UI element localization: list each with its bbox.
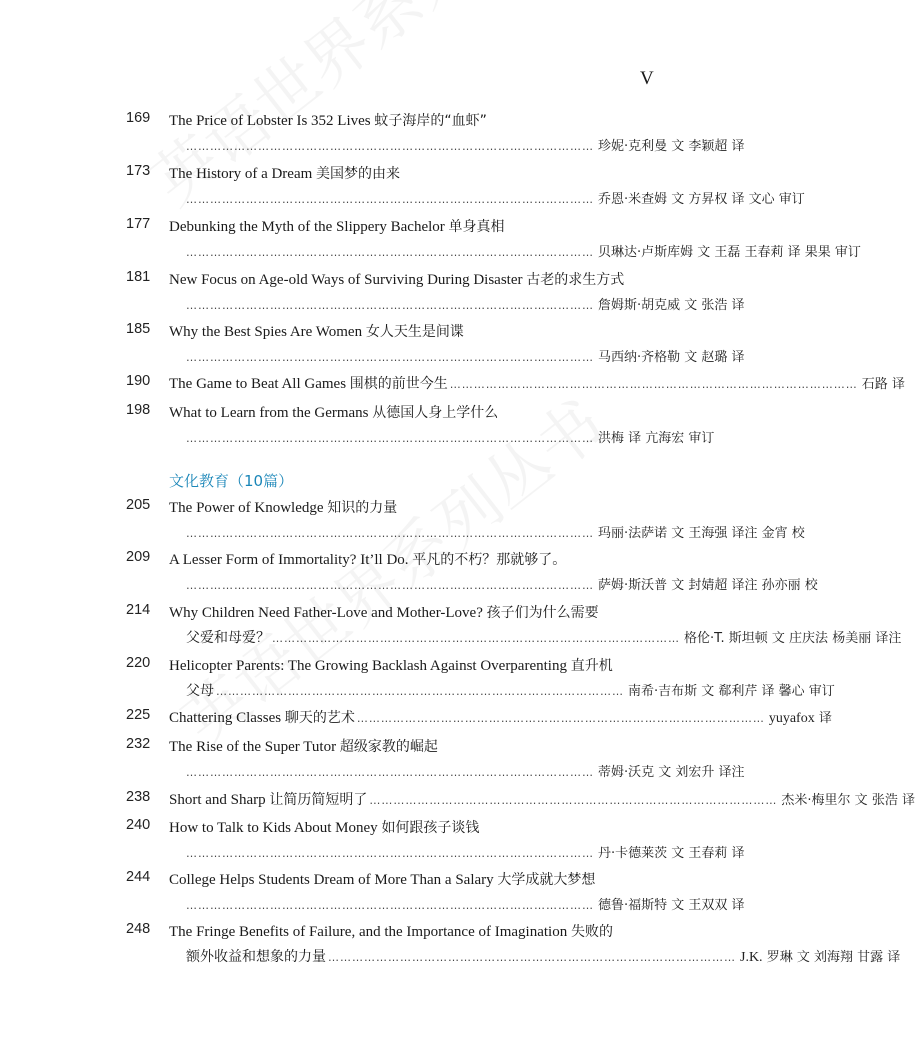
entry-page-number: 238 <box>126 789 151 805</box>
entry-credit: 格伦·T. 斯坦顿 文 庄庆法 杨美丽 译注 <box>684 631 902 646</box>
entry-page-number: 248 <box>126 921 151 937</box>
entry-page-number: 209 <box>126 549 151 565</box>
entry-page-number: 225 <box>126 707 151 723</box>
leader-dots: ………………………………………………………………………………………… <box>356 712 765 725</box>
entry-credit: J.K. 罗琳 文 刘海翔 甘露 译 <box>740 950 901 965</box>
entry-title: How to Talk to Kids About Money 如何跟孩子谈钱 <box>169 820 480 836</box>
entry-title: The Game to Beat All Games 围棋的前世今生 <box>169 376 448 392</box>
entry-title: Short and Sharp 让简历简短明了 <box>169 792 368 808</box>
leader-dots: ………………………………………………………………………………………… <box>186 527 594 540</box>
leader-dots: ………………………………………………………………………………………… <box>186 899 594 912</box>
entry-page-number: 169 <box>126 110 151 126</box>
page-number: V <box>640 68 654 89</box>
leader-dots: ………………………………………………………………………………………… <box>186 432 594 445</box>
leader-dots: ………………………………………………………………………………………… <box>186 847 594 860</box>
leader-dots: ………………………………………………………………………………………… <box>328 951 736 964</box>
entry-page-number: 190 <box>126 373 151 389</box>
leader-dots: ………………………………………………………………………………………… <box>186 351 594 364</box>
entry-credit-line <box>186 241 861 261</box>
entry-credit: 詹姆斯·胡克威 文 张浩 译 <box>598 298 745 313</box>
entry-title: The Power of Knowledge 知识的力量 <box>169 500 398 516</box>
entry-title: A Lesser Form of Immortality? It’ll Do. 平凡的不朽？那就够了。 <box>169 552 567 568</box>
entry-title: College Helps Students Dream of More Than a Salary 大学成就大梦想 <box>169 872 596 888</box>
entry-title: New Focus on Age-old Ways of Surviving During Disaster 古老的求生方式 <box>169 272 625 288</box>
entry-page-number: 173 <box>126 163 151 179</box>
leader-dots: ………………………………………………………………………………………… <box>216 685 624 698</box>
entry-page-number: 181 <box>126 269 151 285</box>
entry-credit: 杰米·梅里尔 文 张浩 译 <box>781 793 915 808</box>
entry-credit-line <box>186 842 745 862</box>
entry-title: The Price of Lobster Is 352 Lives 蚊子海岸的“血虾” <box>169 113 487 129</box>
leader-dots: ………………………………………………………………………………………… <box>186 193 594 206</box>
entry-credit: 石路 译 <box>861 377 905 392</box>
entry-title: Why Children Need Father-Love and Mother-Love? 孩子们为什么需要 <box>169 605 599 621</box>
entry-title: The Fringe Benefits of Failure, and the Importance of Imagination 失败的 <box>169 924 613 940</box>
entry-title: Debunking the Myth of the Slippery Bachelor 单身真相 <box>169 219 505 235</box>
entry-title: The History of a Dream 美国梦的由来 <box>169 166 401 182</box>
entry-credit-line <box>186 574 818 594</box>
entry-credit: 玛丽·法萨诺 文 王海强 译注 金宵 校 <box>598 526 805 541</box>
section-heading: 文化教育（10篇） <box>169 472 294 490</box>
entry-page-number: 244 <box>126 869 151 885</box>
entry-page-number: 185 <box>126 321 151 337</box>
entry-credit: 丹·卡德莱茨 文 王春莉 译 <box>598 846 745 861</box>
entry-continuation-row <box>186 946 901 966</box>
entry-title: Helicopter Parents: The Growing Backlash Against Overparenting 直升机 <box>169 658 613 674</box>
entry-inline-row <box>169 373 905 393</box>
entry-credit-line <box>186 761 745 781</box>
entry-inline-row <box>169 789 915 809</box>
leader-dots: ………………………………………………………………………………………… <box>369 794 778 807</box>
leader-dots: ………………………………………………………………………………………… <box>186 579 594 592</box>
leader-dots: ………………………………………………………………………………………… <box>186 299 594 312</box>
entry-credit: yuyafox 译 <box>768 711 832 726</box>
entry-credit: 德鲁·福斯特 文 王双双 译 <box>598 898 745 913</box>
entry-title-continuation: 父爱和母爱？ <box>186 630 270 646</box>
entry-title: What to Learn from the Germans 从德国人身上学什么 <box>169 405 499 421</box>
entry-title: The Rise of the Super Tutor 超级家教的崛起 <box>169 739 438 755</box>
entry-credit-line <box>186 427 715 447</box>
entry-credit-line <box>186 522 805 542</box>
entry-page-number: 232 <box>126 736 151 752</box>
entry-credit: 珍妮·克利曼 文 李颖超 译 <box>598 139 745 154</box>
leader-dots: ………………………………………………………………………………………… <box>272 632 680 645</box>
leader-dots: ………………………………………………………………………………………… <box>186 766 594 779</box>
entry-credit-line <box>186 894 745 914</box>
entry-page-number: 177 <box>126 216 151 232</box>
entry-page-number: 214 <box>126 602 151 618</box>
entry-page-number: 240 <box>126 817 151 833</box>
entry-continuation-row <box>186 627 902 647</box>
entry-credit: 萨姆·斯沃普 文 封婧超 译注 孙亦丽 校 <box>598 578 818 593</box>
leader-dots: ………………………………………………………………………………………… <box>186 246 594 259</box>
entry-inline-row <box>169 707 832 727</box>
entry-credit: 马西纳·齐格勒 文 赵璐 译 <box>598 350 745 365</box>
entry-title: Chattering Classes 聊天的艺术 <box>169 710 355 726</box>
entry-credit-line <box>186 188 805 208</box>
entry-page-number: 198 <box>126 402 151 418</box>
entry-credit-line <box>186 294 745 314</box>
entry-continuation-row <box>186 680 835 700</box>
entry-credit: 蒂姆·沃克 文 刘宏升 译注 <box>598 765 745 780</box>
entry-title-continuation: 父母 <box>186 683 214 699</box>
entry-credit-line <box>186 135 745 155</box>
entry-title-continuation: 额外收益和想象的力量 <box>186 949 326 965</box>
entry-page-number: 220 <box>126 655 151 671</box>
entry-credit-line <box>186 346 745 366</box>
entry-credit: 贝琳达·卢斯库姆 文 王磊 王春莉 译 果果 审订 <box>598 245 861 260</box>
entry-credit: 乔恩·米查姆 文 方昇权 译 文心 审订 <box>598 192 805 207</box>
entry-page-number: 205 <box>126 497 151 513</box>
entry-title: Why the Best Spies Are Women 女人天生是间谍 <box>169 324 464 340</box>
leader-dots: ………………………………………………………………………………………… <box>186 140 594 153</box>
entry-credit: 南希·吉布斯 文 郗利芹 译 馨心 审订 <box>628 684 835 699</box>
leader-dots: ………………………………………………………………………………………… <box>449 378 858 391</box>
entry-credit: 洪梅 译 亢海宏 审订 <box>598 431 715 446</box>
